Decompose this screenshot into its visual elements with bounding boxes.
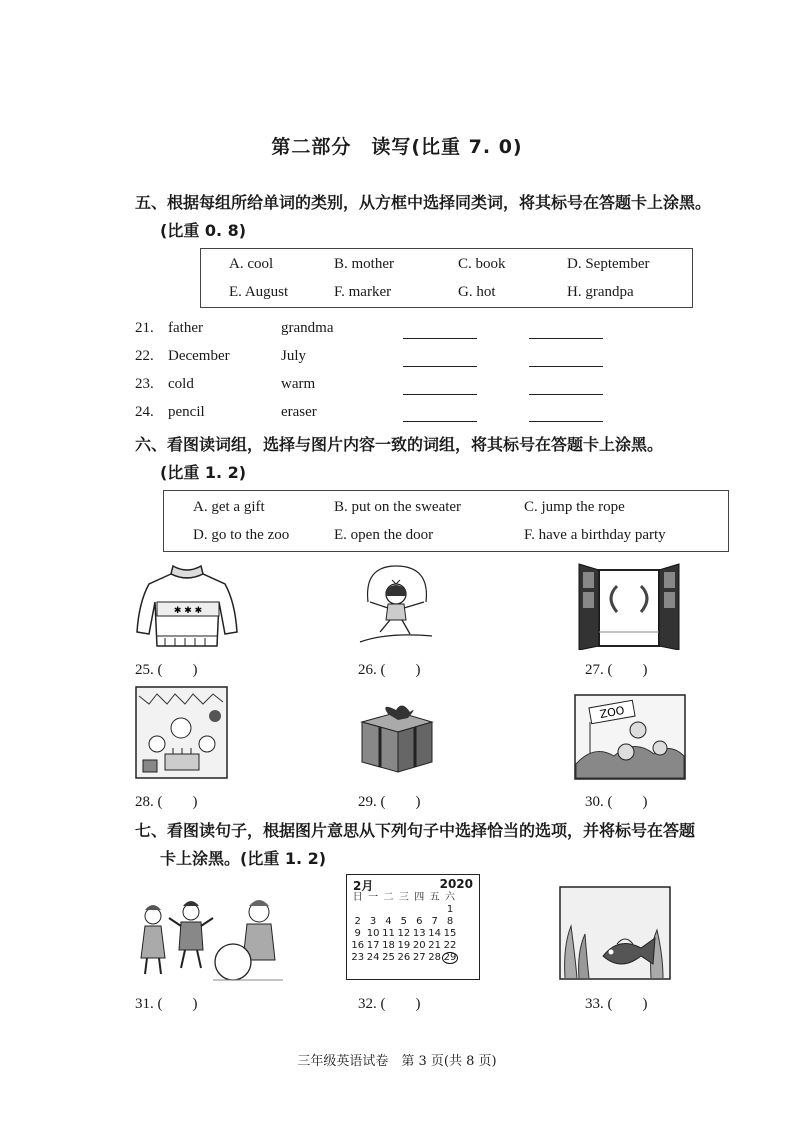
word-option: E. August	[229, 284, 289, 300]
calendar-day	[365, 904, 380, 916]
weekday-label: 六	[445, 892, 456, 903]
calendar-day: 19	[397, 940, 411, 951]
calendar-day: 3	[369, 916, 377, 927]
section5-word-box	[200, 248, 693, 308]
phrase-option: A. get a gift	[193, 499, 265, 515]
section5-heading: 五、根据每组所给单词的类别，从方框中选择同类词，将其标号在答题卡上涂黑。	[135, 193, 712, 212]
calendar-day: 22	[443, 940, 457, 951]
calendar-day: 25	[382, 952, 395, 963]
calendar-week-row	[350, 940, 476, 952]
calendar-day: 27	[412, 952, 426, 963]
answer-blank[interactable]	[403, 421, 477, 422]
section6-weight: (比重 1. 2)	[160, 463, 247, 482]
calendar-day: 2	[354, 916, 361, 927]
calendar-day-circled: 29	[443, 952, 457, 963]
calendar-day: 12	[397, 928, 411, 939]
question-number: 22.	[135, 348, 154, 364]
calendar-day: 13	[412, 928, 426, 939]
question-word: father	[168, 320, 203, 336]
phrase-option: C. jump the rope	[524, 499, 625, 515]
calendar-day: 7	[431, 916, 438, 927]
page-footer: 三年级英语试卷 第 3 页(共 8 页)	[297, 1054, 497, 1069]
phrase-option: E. open the door	[334, 527, 434, 543]
calendar-day: 28	[428, 952, 442, 963]
weekday-label: 二	[383, 892, 394, 903]
birthday-party-image	[135, 686, 228, 779]
answer-blank[interactable]	[403, 366, 477, 367]
question-number: 23.	[135, 376, 154, 392]
question-word: pencil	[168, 404, 205, 420]
section7-heading: 七、看图读句子，根据图片意思从下列句子中选择恰当的选项，并将标号在答题	[135, 821, 696, 840]
calendar-week-row	[350, 952, 476, 964]
answer-slot[interactable]: 27. ( )	[585, 662, 648, 678]
gift-box-image	[358, 700, 436, 774]
calendar-week-row	[350, 916, 476, 928]
word-option: C. book	[458, 256, 506, 272]
calendar-day	[427, 904, 442, 916]
calendar	[346, 874, 480, 980]
answer-slot[interactable]: 33. ( )	[585, 996, 648, 1012]
calendar-day: 4	[385, 916, 392, 927]
question-number: 21.	[135, 320, 154, 336]
calendar-week-row	[350, 904, 476, 916]
question-word: warm	[281, 376, 316, 392]
page-title: 第二部分 读写(比重 7. 0)	[271, 136, 523, 158]
phrase-option: B. put on the sweater	[334, 499, 462, 515]
answer-slot[interactable]: 31. ( )	[135, 996, 198, 1012]
calendar-day: 9	[354, 928, 361, 939]
answer-blank[interactable]	[403, 394, 477, 395]
calendar-month: 2月	[353, 879, 374, 893]
calendar-day	[412, 904, 427, 916]
phrase-option: D. go to the zoo	[193, 527, 290, 543]
calendar-day: 20	[412, 940, 426, 951]
question-word: July	[281, 348, 307, 364]
snowman-children-image	[133, 896, 285, 984]
question-word: December	[168, 348, 230, 364]
sweater-image	[135, 562, 239, 650]
calendar-day: 15	[443, 928, 457, 939]
answer-slot[interactable]: 25. ( )	[135, 662, 198, 678]
weekday-label: 四	[414, 892, 425, 903]
answer-slot[interactable]: 30. ( )	[585, 794, 648, 810]
word-option: A. cool	[229, 256, 274, 272]
calendar-day: 1	[446, 904, 454, 915]
calendar-day: 23	[351, 952, 365, 963]
word-option: G. hot	[458, 284, 496, 300]
calendar-day: 18	[382, 940, 395, 951]
calendar-weekday-row	[350, 892, 476, 904]
phrase-option: F. have a birthday party	[524, 527, 666, 543]
calendar-day: 26	[397, 952, 411, 963]
answer-slot[interactable]: 32. ( )	[358, 996, 421, 1012]
weekday-label: 五	[429, 892, 440, 903]
answer-blank[interactable]	[529, 366, 603, 367]
weekday-label: 日	[352, 892, 363, 903]
answer-slot[interactable]: 28. ( )	[135, 794, 198, 810]
weekday-label: 一	[368, 892, 379, 903]
calendar-day: 17	[366, 940, 380, 951]
calendar-day	[350, 904, 365, 916]
section7-heading-cont: 卡上涂黑。(比重 1. 2)	[160, 849, 327, 868]
word-option: B. mother	[334, 256, 394, 272]
question-word: eraser	[281, 404, 317, 420]
svg-text:✱ ✱ ✱: ✱ ✱ ✱	[173, 606, 203, 616]
zoo-sign-text: ZOO	[598, 703, 626, 722]
calendar-day: 14	[428, 928, 442, 939]
calendar-day: 11	[382, 928, 395, 939]
section6-phrase-box	[163, 490, 729, 552]
answer-slot[interactable]: 26. ( )	[358, 662, 421, 678]
question-word: cold	[168, 376, 194, 392]
answer-blank[interactable]	[529, 421, 603, 422]
answer-blank[interactable]	[529, 338, 603, 339]
calendar-day: 8	[446, 916, 454, 927]
answer-blank[interactable]	[529, 394, 603, 395]
word-option: F. marker	[334, 284, 392, 300]
open-door-image	[577, 562, 681, 650]
calendar-day: 6	[416, 916, 423, 927]
calendar-year: 2020	[439, 877, 473, 891]
calendar-day: 5	[400, 916, 408, 927]
calendar-day	[396, 904, 411, 916]
word-option: D. September	[567, 256, 650, 272]
section6-heading: 六、看图读词组，选择与图片内容一致的词组，将其标号在答题卡上涂黑。	[135, 435, 664, 454]
word-option: H. grandpa	[567, 284, 634, 300]
fish-tank-image	[559, 886, 671, 980]
section5-weight: (比重 0. 8)	[160, 221, 247, 240]
answer-blank[interactable]	[403, 338, 477, 339]
question-word: grandma	[281, 320, 334, 336]
calendar-day: 24	[366, 952, 380, 963]
calendar-day	[381, 904, 396, 916]
question-number: 24.	[135, 404, 154, 420]
calendar-week-row	[350, 928, 476, 940]
weekday-label: 三	[398, 892, 409, 903]
zoo-image	[574, 694, 686, 780]
calendar-day: 16	[351, 940, 365, 951]
answer-slot[interactable]: 29. ( )	[358, 794, 421, 810]
calendar-day: 10	[366, 928, 380, 939]
jump-rope-image	[358, 562, 434, 648]
calendar-day: 21	[428, 940, 442, 951]
